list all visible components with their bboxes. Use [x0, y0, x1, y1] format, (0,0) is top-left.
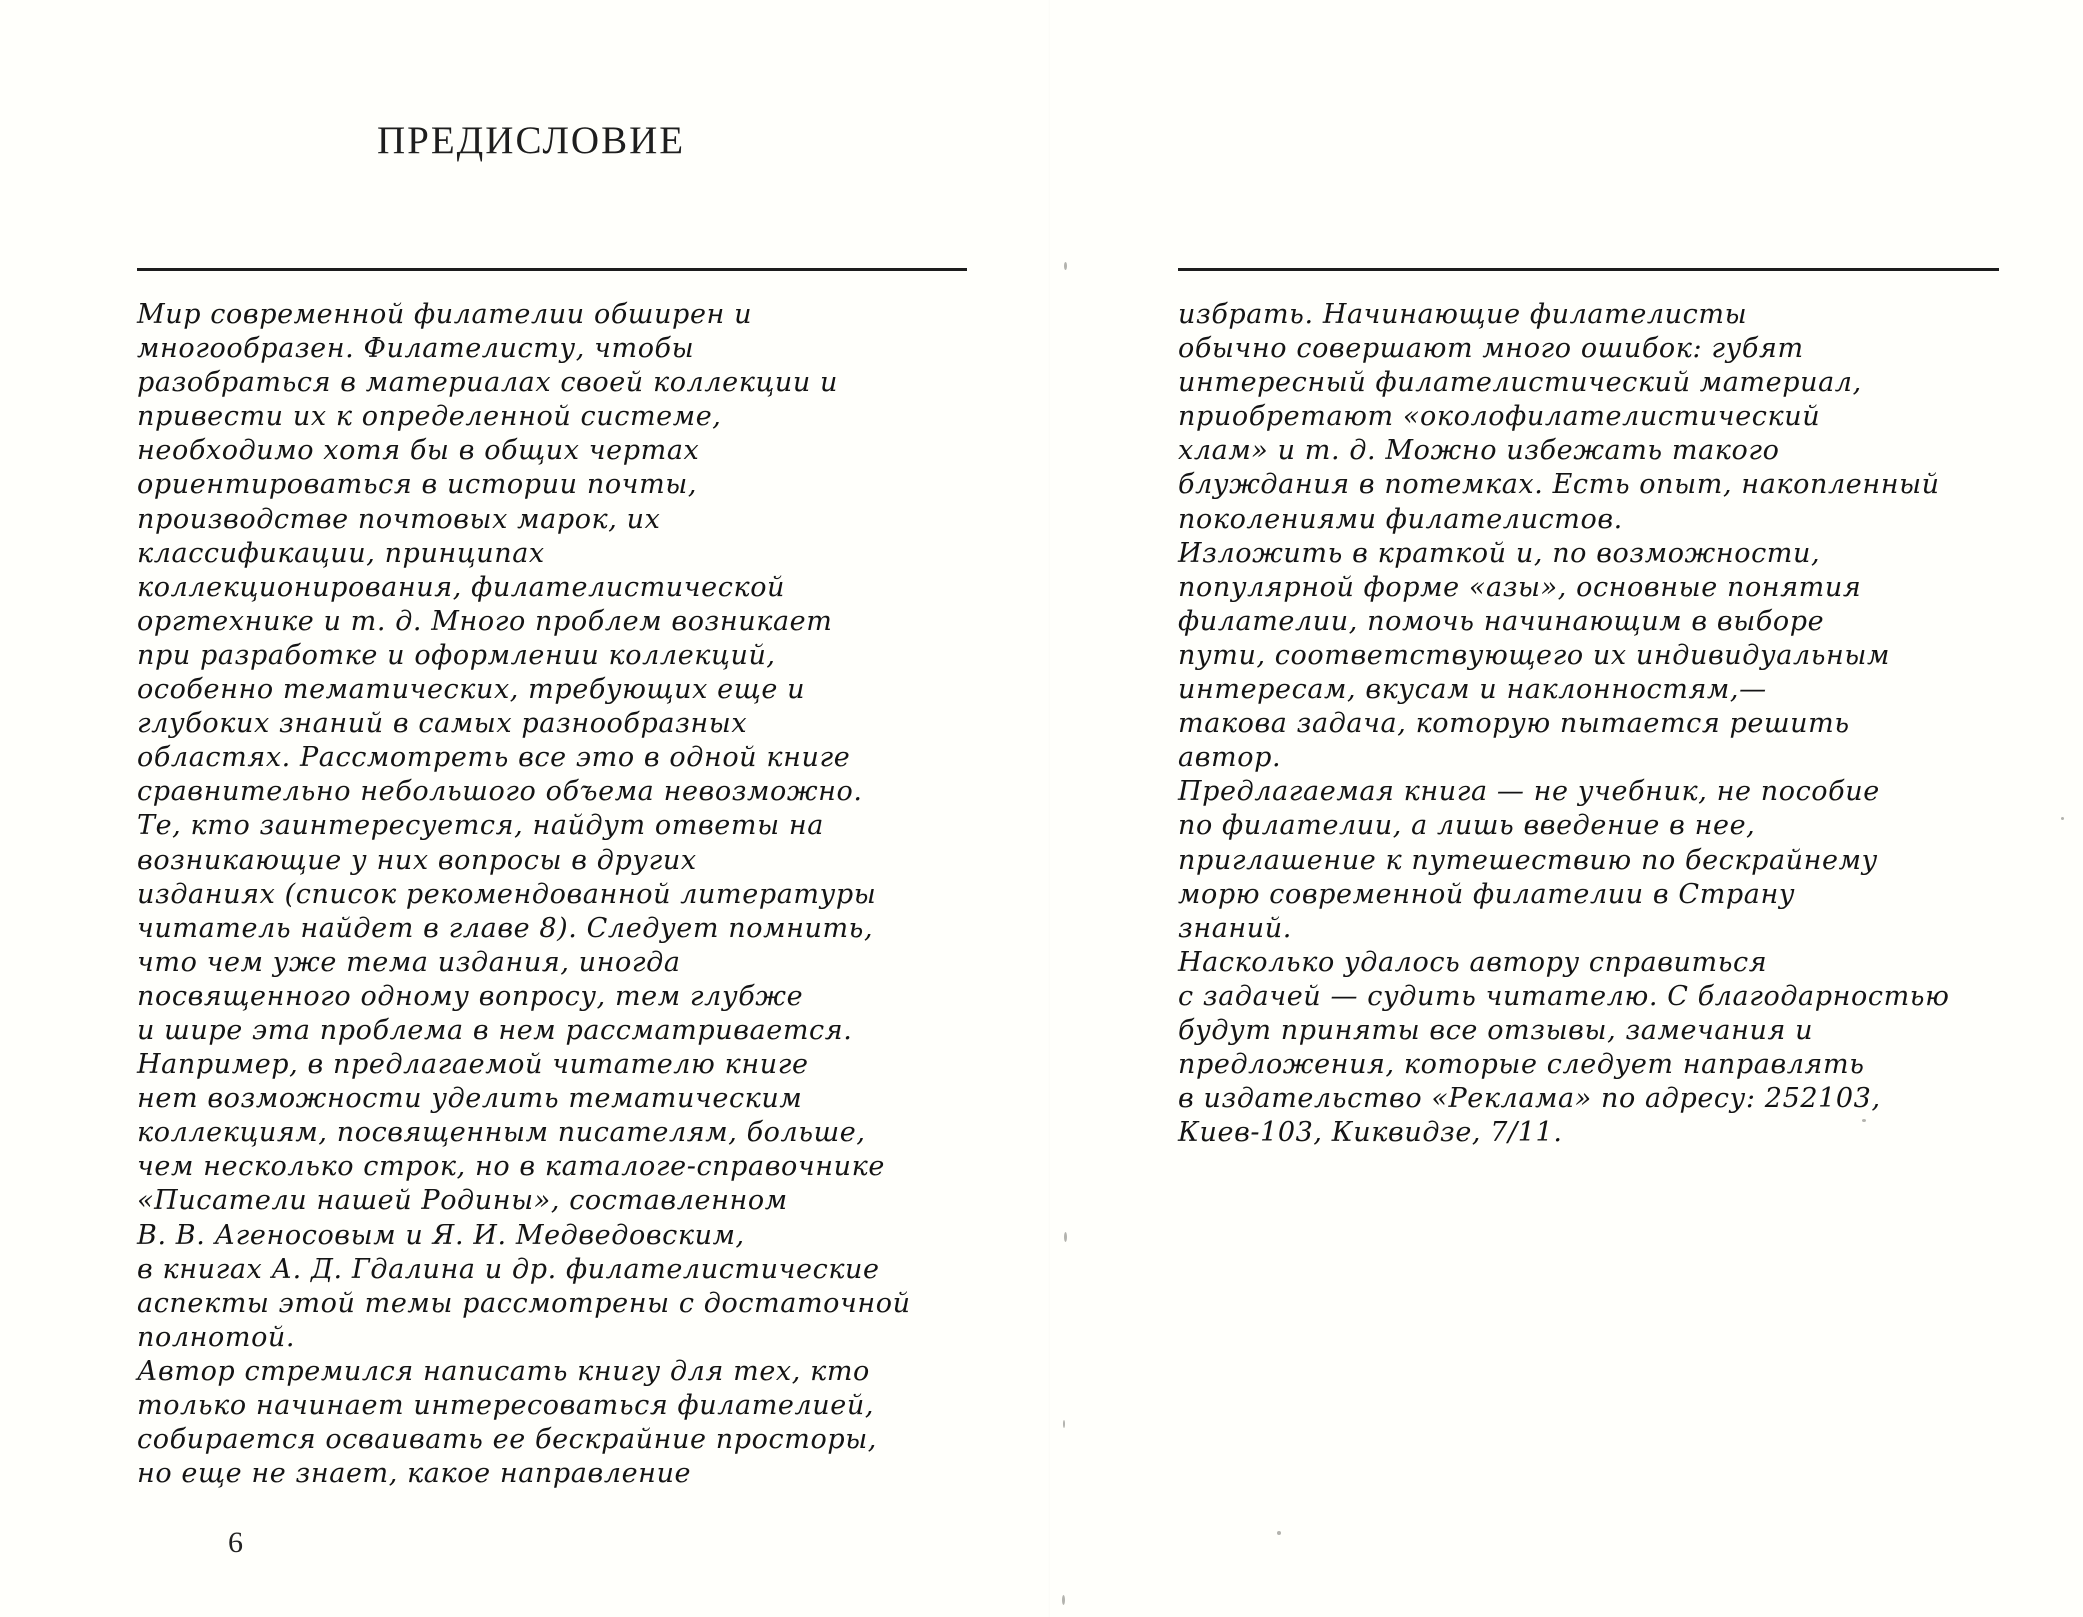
scan-speck: [1062, 1595, 1065, 1605]
text-line: интересный филателистический материал,: [1178, 367, 1862, 399]
text-line: морю современной филателии в Страну: [1178, 878, 1796, 910]
right-page-text: [1178, 298, 2028, 1150]
text-line: блуждания в потемках. Есть опыт, накопленный: [1178, 469, 1940, 501]
text-line: приглашение к путешествию по бескрайнему: [1178, 844, 1878, 876]
text-line: будут приняты все отзывы, замечания и: [1178, 1014, 1814, 1046]
text-line: только начинает интересоваться филателией,: [137, 1390, 875, 1421]
text-line: автор.: [1178, 742, 1282, 774]
text-line: Например, в предлагаемой читателю книге: [137, 1049, 809, 1081]
text-line: Автор стремился написать книгу для тех, кто: [137, 1355, 870, 1387]
text-line: особенно тематических, требующих еще и: [137, 674, 806, 706]
text-line: но еще не знает, какое направление: [137, 1458, 692, 1490]
text-line: коллекционирования, филателистической: [137, 571, 786, 603]
text-line: хлам» и т. д. Можно избежать такого: [1178, 435, 1780, 467]
text-line: ориентироваться в истории почты,: [137, 469, 698, 501]
scan-speck: [1064, 1232, 1067, 1242]
text-line: классификации, принципах: [137, 537, 545, 569]
text-line: «Писатели нашей Родины», составленном: [137, 1185, 788, 1217]
text-line: изданиях (список рекомендованной литературы: [137, 878, 877, 910]
right-heading-rule: [1178, 268, 1999, 271]
scan-speck: [1064, 262, 1067, 270]
text-line: областях. Рассмотреть все это в одной книге: [137, 742, 851, 774]
text-line: многообразен. Филателисту, чтобы: [137, 333, 695, 365]
text-line: с задачей — судить читателю. С благодарностью: [1178, 980, 1950, 1012]
text-line: нет возможности уделить тематическим: [137, 1083, 803, 1115]
scan-speck: [1063, 1420, 1065, 1428]
text-line: обычно совершают много ошибок: губят: [1178, 333, 1804, 365]
text-line: производстве почтовых марок, их: [137, 503, 661, 535]
text-line: такова задача, которую пытается решить: [1178, 708, 1850, 740]
scan-speck: [1862, 1119, 1866, 1122]
text-line: В. В. Агеносовым и Я. И. Медведовским,: [137, 1219, 745, 1251]
text-line: Киев-103, Киквидзе, 7/11.: [1178, 1117, 1563, 1149]
text-line: сравнительно небольшого объема невозможно.: [137, 776, 863, 808]
text-line: филателии, помочь начинающим в выборе: [1178, 605, 1825, 637]
text-line: аспекты этой темы рассмотрены с достаточной: [137, 1287, 911, 1319]
text-line: привести их к определенной системе,: [137, 401, 722, 433]
page-number: 6: [228, 1526, 243, 1559]
text-line: знаний.: [1178, 912, 1292, 944]
text-line: глубоких знаний в самых разнообразных: [137, 708, 748, 740]
text-line: в издательство «Реклама» по адресу: 252103,: [1178, 1083, 1881, 1115]
text-line: Изложить в краткой и, по возможности,: [1178, 537, 1821, 569]
text-line: приобретают «околофилателистический: [1178, 401, 1821, 433]
text-line: пути, соответствующего их индивидуальным: [1178, 639, 1890, 671]
left-heading-rule: [137, 268, 967, 271]
scan-speck: [1277, 1531, 1281, 1535]
text-line: необходимо хотя бы в общих чертах: [137, 435, 700, 467]
text-line: интересам, вкусам и наклонностям,—: [1178, 674, 1767, 706]
text-line: Те, кто заинтересуется, найдут ответы на: [137, 810, 824, 842]
page-title: ПРЕДИСЛОВИЕ: [377, 119, 686, 162]
text-line: при разработке и оформлении коллекций,: [137, 639, 776, 671]
text-line: что чем уже тема издания, иногда: [137, 946, 681, 978]
text-line: оргтехнике и т. д. Много проблем возникает: [137, 605, 833, 637]
text-line: Предлагаемая книга — не учебник, не пособие: [1178, 776, 1880, 808]
text-line: в книгах А. Д. Гдалина и др. филателистические: [137, 1253, 880, 1285]
text-line: полнотой.: [137, 1321, 296, 1353]
text-line: возникающие у них вопросы в других: [137, 844, 697, 876]
text-line: поколениями филателистов.: [1178, 503, 1623, 535]
text-line: читатель найдет в главе 8). Следует помнить,: [137, 912, 874, 944]
scan-speck: [2061, 817, 2064, 820]
text-line: по филателии, а лишь введение в нее,: [1178, 810, 1756, 842]
text-line: Насколько удалось автору справиться: [1178, 946, 1768, 978]
text-line: Мир современной филателии обширен и: [137, 299, 753, 330]
text-line: коллекциям, посвященным писателям, больше,: [137, 1117, 866, 1149]
text-line: и шире эта проблема в нем рассматривается.: [137, 1014, 853, 1046]
text-line: избрать. Начинающие филателисты: [1178, 299, 1748, 330]
text-line: чем несколько строк, но в каталоге-справочнике: [137, 1151, 885, 1183]
text-line: разобраться в материалах своей коллекции и: [137, 367, 839, 399]
text-line: популярной форме «азы», основные понятия: [1178, 571, 1862, 603]
text-line: собирается осваивать ее бескрайние просторы,: [137, 1424, 877, 1456]
text-line: посвященного одному вопросу, тем глубже: [137, 980, 804, 1012]
left-page-text: [137, 298, 987, 1491]
text-line: предложения, которые следует направлять: [1178, 1049, 1865, 1081]
